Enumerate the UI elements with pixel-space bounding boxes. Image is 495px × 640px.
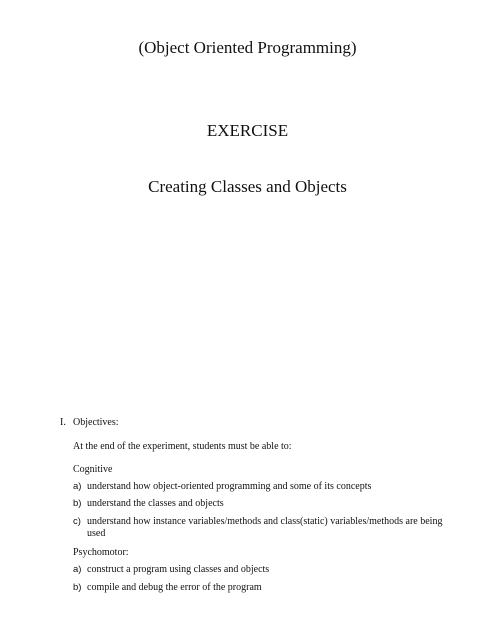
item-letter: b) (73, 498, 82, 509)
item-text: understand how instance variables/methods and class(static) variables/methods are being used (87, 516, 443, 539)
item-letter: c) (73, 516, 81, 527)
item-letter: b) (73, 582, 82, 593)
course-title: (Object Oriented Programming) (138, 38, 357, 57)
exercise-heading: EXERCISE (206, 121, 289, 140)
item-text: compile and debug the error of the program (87, 582, 262, 593)
topic-title: Creating Classes and Objects (148, 177, 347, 196)
item-letter: a) (73, 564, 82, 575)
objectives-intro: At the end of the experiment, students must be able to: (73, 441, 292, 452)
item-text: construct a program using classes and objects (87, 564, 270, 575)
item-text: understand how object-oriented programming and some of its concepts (87, 481, 372, 492)
cognitive-heading: Cognitive (73, 464, 113, 475)
objectives-heading: Objectives: (73, 417, 119, 428)
item-text: understand the classes and objects (87, 498, 224, 509)
section-numeral: I. (60, 417, 66, 428)
psychomotor-heading: Psychomotor: (73, 547, 129, 558)
item-letter: a) (73, 481, 82, 492)
